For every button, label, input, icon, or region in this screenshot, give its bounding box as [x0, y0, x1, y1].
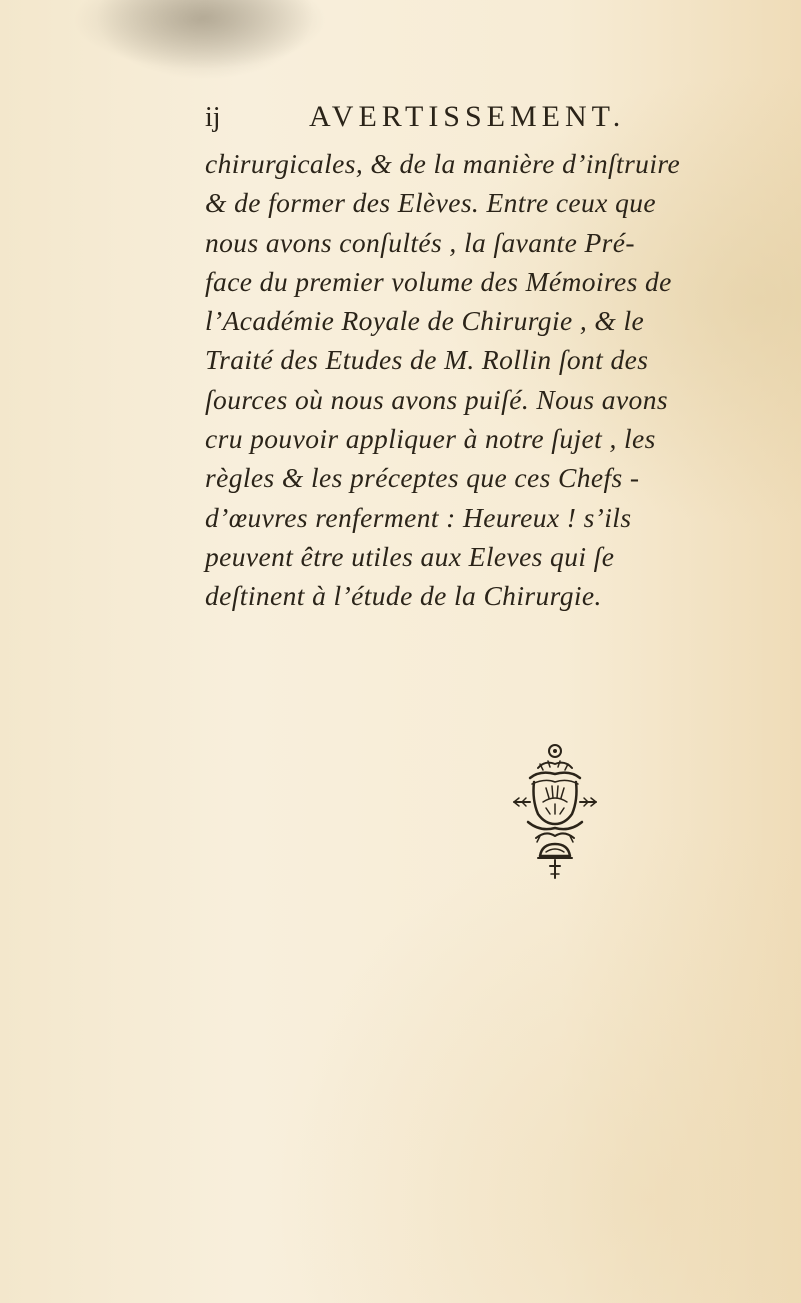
page-stain [95, 0, 315, 80]
fleuron-ornament-icon [510, 740, 600, 890]
page-header [205, 98, 665, 138]
text-line: règles & les préceptes que ces Chefs - [205, 462, 640, 494]
text-line: face du premier volume des Mémoires de [205, 265, 672, 297]
text-line: nous avons conſultés , la ſavante Pré- [205, 226, 635, 258]
text-line: chirurgicales, & de la manière d’inſtruire [205, 148, 681, 179]
body-text [205, 144, 681, 616]
running-title: AVERTISSEMENT. [309, 100, 626, 133]
text-line: peuvent être utiles aux Eleves qui ſe [205, 540, 615, 572]
text-line: l’Académie Royale de Chirurgie , & le [205, 305, 645, 337]
text-line: deſtinent à l’étude de la Chirurgie. [205, 580, 602, 612]
text-line: & de former des Elèves. Entre ceux que [205, 187, 656, 219]
folio-number: ij [205, 102, 221, 133]
text-line: d’œuvres renferment : Heureux ! s’ils [205, 501, 632, 533]
text-line: ſources où nous avons puiſé. Nous avons [205, 383, 668, 415]
text-line: Traité des Etudes de M. Rollin ſont des [205, 344, 649, 376]
text-line: cru pouvoir appliquer à notre ſujet , les [205, 423, 656, 455]
